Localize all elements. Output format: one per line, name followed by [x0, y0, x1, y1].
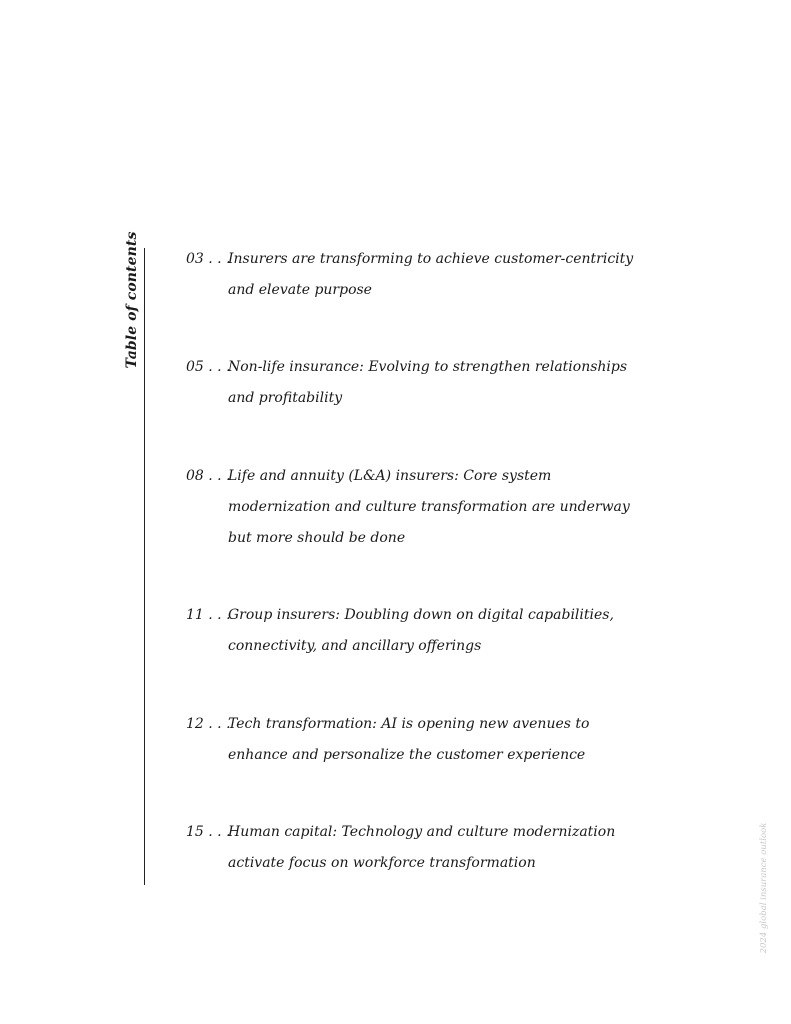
toc-entry-title-continued: but more should be done [228, 530, 406, 546]
toc-entry-title-continued: activate focus on workforce transformation [228, 855, 536, 871]
table-of-contents-heading: Table of contents [124, 231, 140, 369]
toc-entry-11[interactable] [186, 600, 614, 662]
toc-entry-first-line [186, 600, 614, 631]
toc-entry-title: Insurers are transforming to achieve customer-centricity [228, 251, 634, 267]
toc-entry-page-number: 12 . . . [186, 716, 231, 732]
toc-entry-title-continued: and profitability [228, 390, 343, 406]
toc-entry-08[interactable] [186, 461, 630, 554]
toc-entry-title-continued: modernization and culture transformation are underway [228, 499, 630, 515]
toc-entry-title-continued: enhance and personalize the customer experience [228, 747, 586, 763]
toc-entry-03[interactable] [186, 244, 634, 306]
publication-footer-label: 2024 global insurance outlook [759, 822, 769, 954]
toc-entry-title: Life and annuity (L&A) insurers: Core system [228, 468, 552, 484]
toc-entry-15[interactable] [186, 817, 616, 879]
toc-entry-first-line [186, 244, 634, 275]
toc-entry-title: Tech transformation: AI is opening new avenues to [228, 716, 590, 732]
toc-vertical-rule [144, 248, 145, 885]
toc-entry-12[interactable] [186, 709, 606, 771]
toc-entry-title-continued: and elevate purpose [228, 282, 372, 298]
toc-entry-page-number: 08 . . . [186, 468, 231, 484]
toc-entry-title: Non-life insurance: Evolving to strengthen relationships [228, 359, 628, 375]
toc-entry-title: Human capital: Technology and culture modernization [228, 824, 616, 840]
toc-entry-05[interactable] [186, 352, 628, 414]
toc-entry-page-number: 05 . . . [186, 359, 231, 375]
toc-entry-page-number: 15 . . . [186, 824, 231, 840]
toc-entry-title: Group insurers: Doubling down on digital capabilities, [228, 607, 614, 623]
toc-entry-first-line [186, 352, 628, 383]
toc-entry-page-number: 11 . . . [186, 607, 231, 623]
toc-entry-page-number: 03 . . . [186, 251, 231, 267]
toc-entry-title-continued: connectivity, and ancillary offerings [228, 638, 482, 654]
toc-entry-first-line [186, 461, 606, 492]
toc-entry-first-line [186, 817, 616, 848]
toc-entry-first-line [186, 709, 606, 740]
